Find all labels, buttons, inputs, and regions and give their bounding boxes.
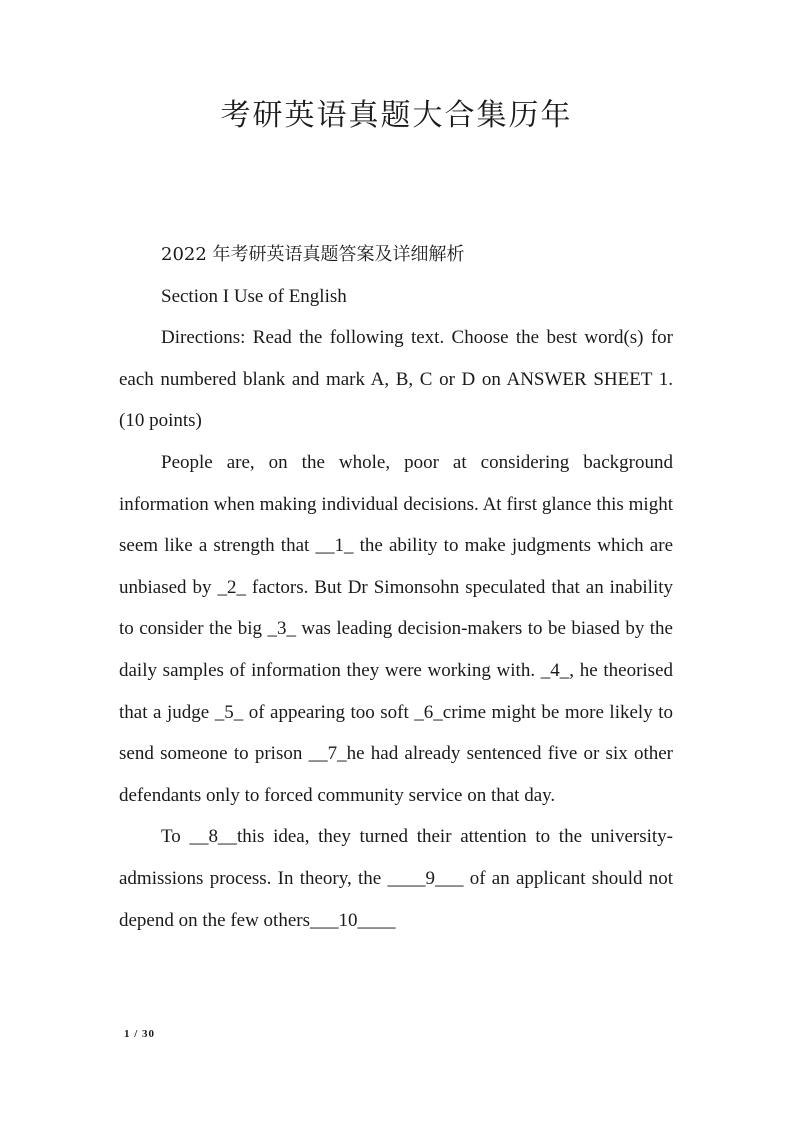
page-number: 1 / 30 (124, 1028, 156, 1040)
directions-paragraph: Directions: Read the following text. Choose the best word(s) for each numbered blank and mark A, B, C or D on ANSWER SHEET 1. (10 points) (119, 327, 673, 432)
document-title: 考研英语真题大合集历年 (220, 98, 573, 133)
section-heading: Section I Use of English (161, 285, 347, 307)
passage-paragraph-2: To __8__this idea, they turned their attention to the university-admissions process. In theory, the ____9___ of an applicant should not depend on the few others___10____ (119, 826, 673, 931)
exam-subtitle: 2022 年考研英语真题答案及详细解析 (161, 244, 465, 265)
document-body (119, 234, 673, 941)
passage-paragraph-1: People are, on the whole, poor at considering background information when making individual decisions. At first glance this might seem like a strength that __1_ the ability to make judgments which are unbiased by _2_ factors. But Dr Simonsohn speculated that an inability to consider the big _3_ was leading decision-makers to be biased by the daily samples of information they were working with. _4_, he theorised that a judge _5_ of appearing too soft _6_crime might be more likely to send someone to prison __7_he had already sentenced five or six other defendants only to forced community service on that day. (119, 451, 673, 806)
